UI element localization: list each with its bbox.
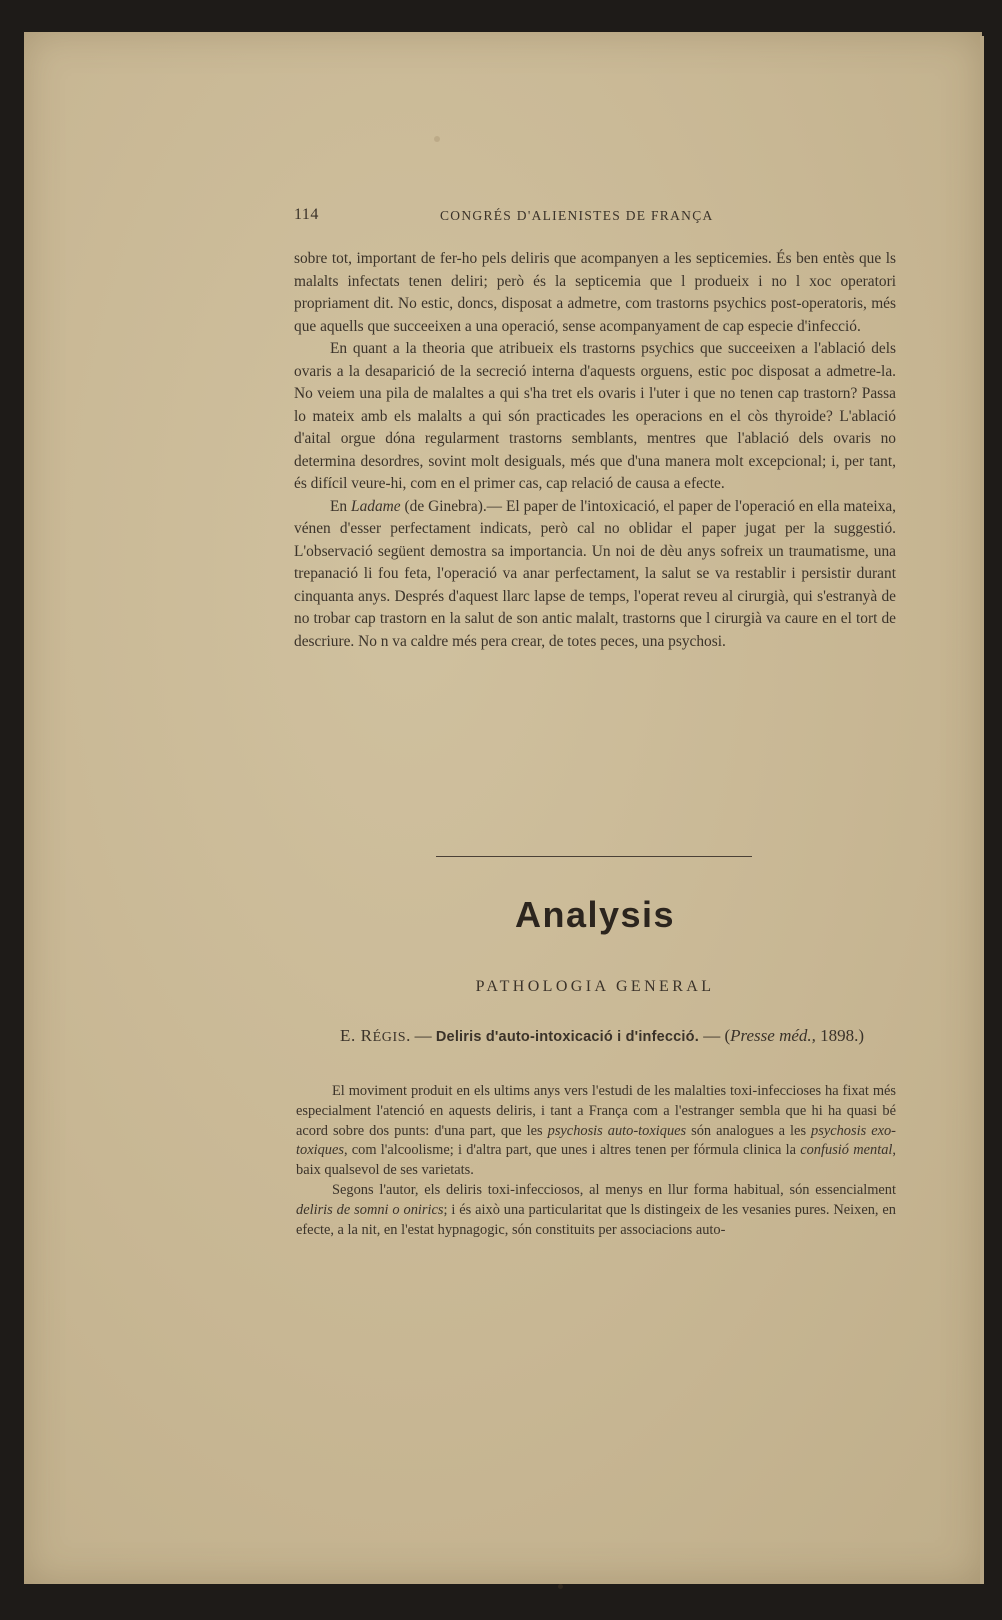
emphasis: deliris de somni o onirics xyxy=(296,1201,444,1218)
emphasis: psychosis exo-toxiques xyxy=(296,1122,896,1159)
paragraph-text: ; i és això una particularitat que ls distingeix de les vesanies pures. Neixen, en efecte, a la nit, en l'estat hypnagogic, són constituits per associacions auto- xyxy=(296,1201,896,1238)
paragraph-text: El moviment produit en els ultims anys vers l'estudi de les malalties toxi-infeccioses ha fixat més especialment l'atenció en aquests deliris, i tant a França com a l'estranger sembla que hi ha quasi bé acord sobre dos punts: d'una part, que les xyxy=(296,1083,896,1139)
emphasis: psychosis auto-toxiques xyxy=(547,1122,687,1139)
abstract-text xyxy=(296,1082,896,1240)
author-initial: E. R xyxy=(340,1026,373,1045)
paragraph: En quant a la theoria que atribueix els trastorns psychics que succeeixen a l'ablació dels ovaris a la desaparició de la secreció interna d'aquests orguens, estic poc disposat a admetre-la. No veiem una pila de malaltes a qui s'ha tret els ovaris i l'uter i que no tenen cap trastorn? Passa lo mateix amb els malalts a qui són practicades les operacions en el còs thyroide? L'ablació d'aital orgue dóna regularment trastorns semblants, mentres que l'ablació dels ovaris no determina desordres, sovint molt desiguals, més que d'una manera molt excepcional; i, per tant, és difícil veure-hi, com en el primer cas, cap relació de causa a efecte. xyxy=(294,340,896,492)
paragraph-text: , baix qualsevol de ses varietats. xyxy=(296,1142,896,1179)
emphasis: confusió mental xyxy=(800,1142,893,1159)
paragraph xyxy=(296,1082,896,1181)
section-title: Analysis xyxy=(514,894,676,935)
page-edge xyxy=(980,36,984,1584)
paper-stain xyxy=(434,136,440,142)
journal-name: Presse méd., xyxy=(730,1026,816,1045)
article-title: Deliris d'auto-intoxicació i d'infecció. xyxy=(435,1029,699,1045)
separator: — ( xyxy=(698,1026,731,1045)
author-name xyxy=(340,1026,406,1045)
section-divider xyxy=(436,856,752,857)
paper-stain xyxy=(558,1584,563,1589)
publication-year: 1898.) xyxy=(815,1026,865,1045)
paragraph xyxy=(296,1181,896,1240)
discussion-text xyxy=(294,248,896,653)
paragraph xyxy=(294,496,896,654)
abstract-heading xyxy=(296,1024,896,1050)
section-subtitle: PATHOLOGIA GENERAL xyxy=(475,978,715,995)
separator: . — xyxy=(406,1026,436,1045)
paragraph: sobre tot, important de fer-ho pels deliris que acompanyen a les septicemies. És ben entès que ls malalts infectats tenen deliri; però és la septicemia que l produeix i no l xoc operatori propriament dit. No estic, doncs, disposat a admetre, com trastorns psychics post-operatoris, més que aquells que succeeixen a una operació, sense acompanyament de cap especie d'infecció. xyxy=(294,250,896,335)
paragraph-text: (de Ginebra).— El paper de l'intoxicació, el paper de l'operació en ella mateixa, vénen d'esser perfectament indicats, però cal no oblidar el paper jugat per la suggestió. L'observació següent demostra sa importancia. Un noi de dèu anys sofreix un traumatisme, una trepanació li fou feta, l'operació va anar perfectament, la salut se va restablir i persistir durant cinquanta anys. Després d'aquest llarc lapse de temps, l'operat reveu al cirurgià, qui s'estranyà de no trobar cap trastorn en la salut de son antic malalt, trastorns que l cirurgià va caure en el tort de descriure. No n va caldre més pera crear, de totes peces, una psychosi. xyxy=(294,497,896,650)
paragraph-text: són analogues a les xyxy=(686,1122,812,1139)
paragraph-lead: En xyxy=(330,497,352,515)
paragraph-text: , com l'alcoolisme; i d'altra part, que unes i altres tenen per fórmula clinica la xyxy=(343,1142,801,1159)
running-header xyxy=(294,206,894,228)
paragraph-text: Segons l'autor, els deliris toxi-infecciosos, al menys en llur forma habitual, són essencialment xyxy=(332,1181,896,1198)
author-surname: ÉGIS xyxy=(372,1030,407,1045)
speaker-name: Ladame xyxy=(351,497,401,515)
page-number: 114 xyxy=(294,206,319,223)
running-title: CONGRÉS D'ALIENISTES DE FRANÇA xyxy=(440,208,714,223)
